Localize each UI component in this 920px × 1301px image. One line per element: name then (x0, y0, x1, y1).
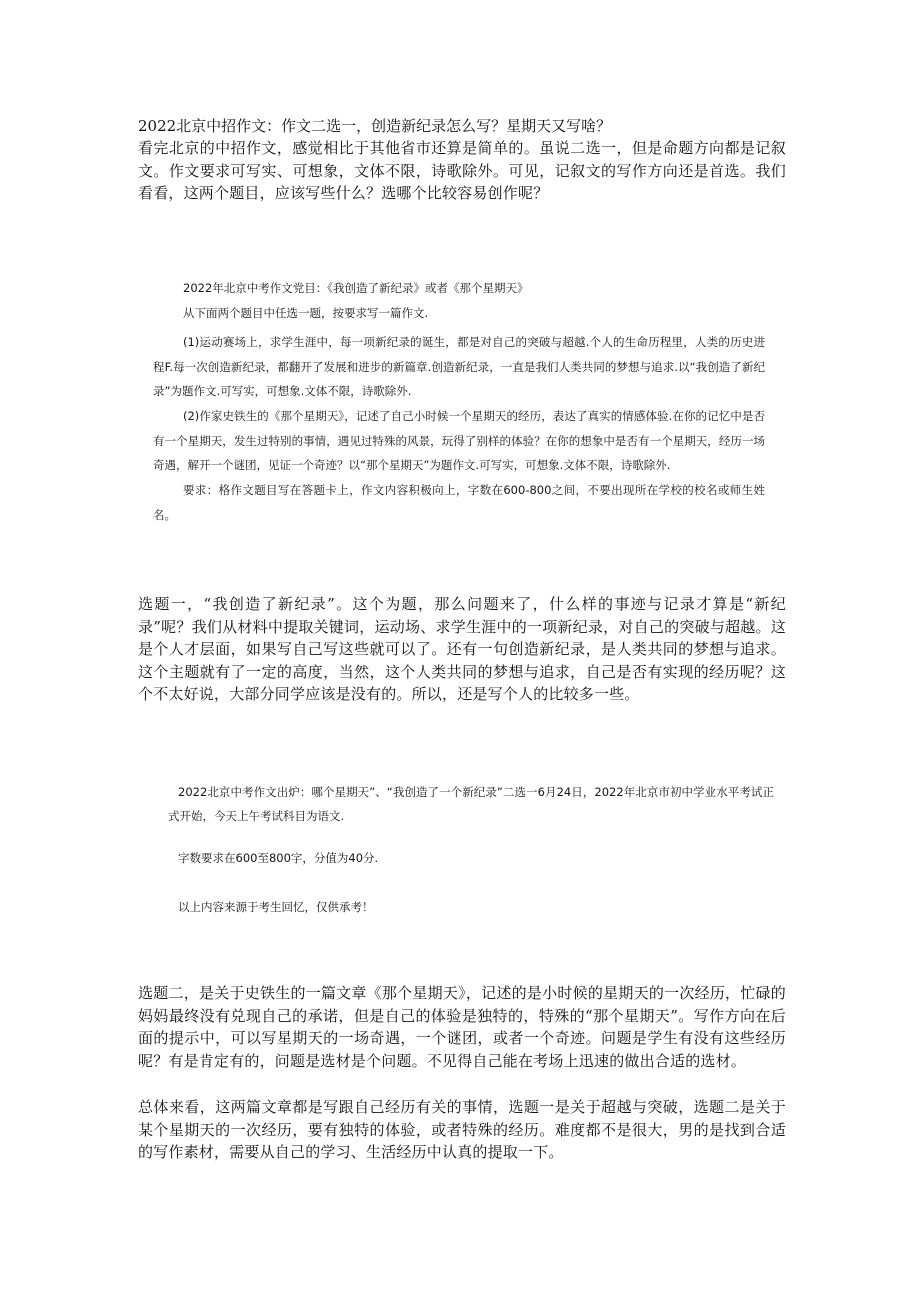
news-announcement: 2022北京中考作文出炉：哪个星期天”、“我创造了一个新纪录”二选一6月24日，2022年北京市初中学业水平考试正式开始，今天上午考试科目为语文. (168, 785, 774, 823)
exam-prompt-heading: 2022年北京中考作文党目：《我创造了新纪录》或者《那个星期天》 (183, 281, 529, 295)
news-source-note: 以上内容来源于考生回忆，仅供承考！ (178, 900, 374, 914)
exam-prompt-instruction: 从下面两个题目中任选一题，按要求写一篇作文. (183, 306, 429, 320)
exam-option-2: (2)作家史铁生的《那个星期天》，记述了自己小时候一个星期天的经历，表达了真实的情感体验.在你的记忆中是否有一个星期天，发生过特别的事情，遇见过特殊的风景，玩得了别样的体验？在你的想象中是否有一个星期天，经历一场奇遇，解开一个谜团，见证一个奇迹？以“那个星期天”为题作文.可写实，可想象.文体不限，诗歌除外. (153, 409, 765, 472)
article-title: 2022北京中招作文：作文二选一，创造新纪录怎么写？星期天又写啥？ (138, 117, 612, 135)
news-wordcount: 字数要求在600至800字，分值为40分. (178, 851, 379, 865)
exam-requirement: 要求：格作文题目写在答题卡上，作文内容积极向上，字数在600-800之间，不要出现所在学校的校名或师生姓名。 (153, 483, 765, 522)
section-one-paragraph: 选题一，“我创造了新纪录”。这个为题，那么问题来了，什么样的事迹与记录才算是“新纪录”呢？我们从材料中提取关键词，运动场、求学生涯中的一项新纪录，对自己的突破与超越。这是个人才层面，如果写自己写这些就可以了。还有一句创造新纪录，是人类共同的梦想与追求。这个主题就有了一定的高度，当然，这个人类共同的梦想与追求，自己是否有实现的经历呢？这个不太好说，大部分同学应该是没有的。所以，还是写个人的比较多一些。 (138, 595, 786, 703)
section-two-paragraph: 选题二，是关于史铁生的一篇文章《那个星期天》，记述的是小时候的星期天的一次经历，忙碌的妈妈最终没有兑现自己的承诺，但是自己的体验是独特的，特殊的“那个星期天”。写作方向在后面的提示中，可以写星期天的一场奇遇，一个谜团，或者一个奇迹。问题是学生有没有这些经历呢？有是肯定有的，问题是选材是个问题。不见得自己能在考场上迅速的做出合适的选材。 (138, 984, 786, 1070)
intro-paragraph: 看完北京的中招作文，感觉相比于其他省市还算是简单的。虽说二选一，但是命题方向都是记叙文。作文要求可写实、可想象，文体不限，诗歌除外。可见，记叙文的写作方向还是首选。我们看看，这两个题目，应该写些什么？选哪个比较容易创作呢？ (138, 139, 786, 202)
exam-option-1: (1)运动赛场上，求学生涯中，每一项新纪录的诞生，都是对自己的突破与超越.个人的生命历程里，人类的历史进程F.每一次创造新纪录，都翻开了发展和进步的新篇章.创造新纪录，一直是我们人类共同的梦想与追求.以“我创造了新纪录”为题作文.可写实，可想象.文体不限，诗歌除外. (153, 335, 765, 398)
summary-paragraph: 总体来看，这两篇文章都是写跟自己经历有关的事情，选题一是关于超越与突破，选题二是关于某个星期天的一次经历，要有独特的体验，或者特殊的经历。难度都不是很大，男的是找到合适的写作素材，需要从自己的学习、生活经历中认真的提取一下。 (138, 1098, 786, 1161)
